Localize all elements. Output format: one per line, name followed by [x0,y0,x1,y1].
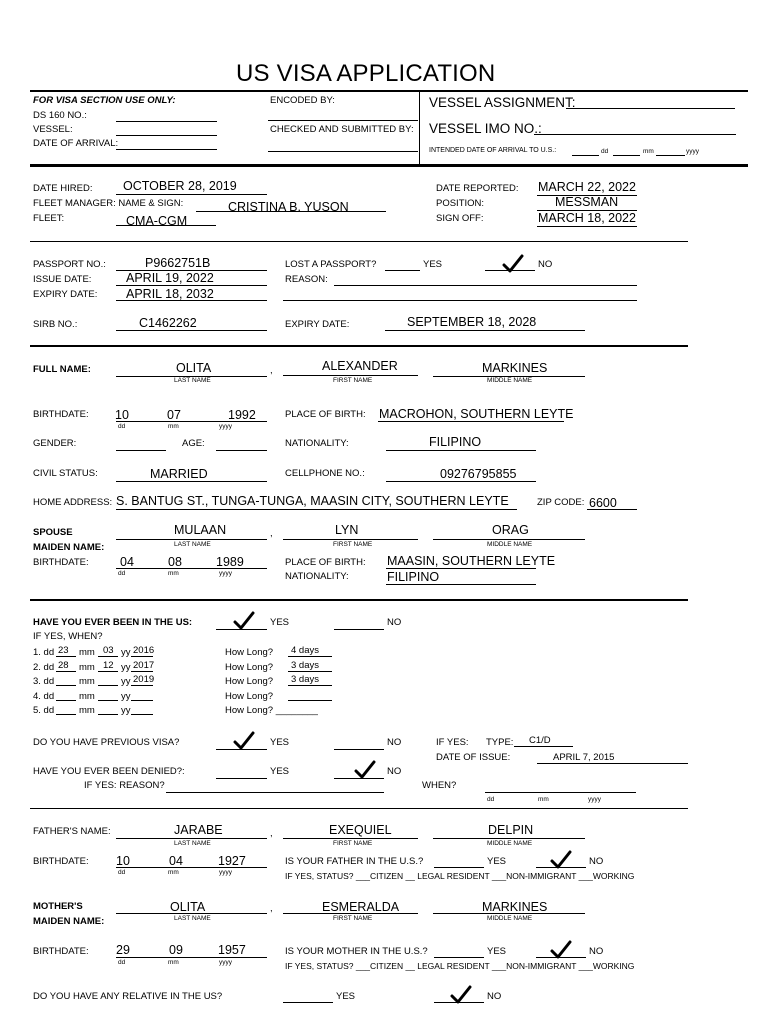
age-label: AGE: [182,438,205,449]
spouse-first-name-value: LYN [335,523,359,537]
gender-label: GENDER: [33,438,77,449]
mother-last-name-field[interactable] [116,913,267,914]
intended-mm-field[interactable] [613,155,640,156]
denied-reason-field[interactable] [166,792,384,793]
if-yes-label: IF YES: [436,737,469,748]
trip-mm-field[interactable] [98,714,118,715]
birth-dd-caption: dd [118,423,126,430]
mother-middle-name-value: MARKINES [482,900,548,914]
expiry-date-value: APRIL 18, 2032 [126,287,214,301]
mother-birthdate-label: BIRTHDATE: [33,946,89,957]
mother-in-us-yes-field[interactable] [434,957,484,958]
section-divider [30,241,688,242]
date-hired-value: OCTOBER 28, 2019 [123,179,237,193]
passport-no-value: P9662751B [145,256,211,270]
father-middle-name-value: DELPIN [488,823,534,837]
home-address-label: HOME ADDRESS: [33,497,113,508]
visa-type-field[interactable] [514,746,573,747]
mother-no-label: NO [589,946,604,957]
birthdate-field[interactable] [116,421,267,422]
civil-status-field[interactable] [116,481,267,482]
lost-yes-field[interactable] [385,270,420,271]
when-yyyy-caption: yyyy [588,796,601,803]
fleet-value: CMA-CGM [126,214,188,228]
mother-label: MOTHER'S [33,901,83,912]
trip-mm-label: mm [79,705,95,716]
birth-yyyy-caption: yyyy [219,423,232,430]
trip-length-field[interactable] [288,685,332,686]
date-issue-field[interactable] [537,763,688,764]
date-hired-field[interactable] [116,194,267,195]
trip-yy-field[interactable] [131,714,153,715]
mother-middle-name-field[interactable] [433,913,585,914]
spouse-nationality-field[interactable] [386,584,536,585]
father-middle-caption: MIDDLE NAME [487,840,533,847]
trip-length-value: 4 days [291,645,319,656]
trip-yy-label: yy [121,676,131,687]
mother-yyyy-value: 1957 [218,943,246,957]
denied-label: HAVE YOU EVER BEEN DENIED?: [33,766,185,777]
middle-name-value: MARKINES [482,361,548,375]
prev-visa-no-label: NO [387,737,402,748]
first-name-caption: FIRST NAME [333,377,373,384]
checkmark-icon [354,761,376,779]
father-last-caption: LAST NAME [174,840,211,847]
name-comma: , [270,365,273,376]
spouse-first-caption: FIRST NAME [333,541,373,548]
prev-visa-yes-label: YES [270,737,290,748]
trip-number-label: 4. dd [33,691,55,702]
fleet-field[interactable] [116,225,216,226]
when-mm-caption: mm [538,796,549,803]
vessel-assignment-field[interactable] [566,108,735,109]
mother-first-caption: FIRST NAME [333,915,373,922]
denied-reason-label: IF YES: REASON? [84,780,165,791]
trip-how-long-label: How Long? [225,691,274,702]
date-issue-label: DATE OF ISSUE: [436,752,511,763]
spouse-nationality-label: NATIONALITY: [285,571,349,582]
been-no-label: NO [387,617,402,628]
zip-field[interactable] [587,509,637,510]
nationality-field[interactable] [386,450,536,451]
date-reported-value: MARCH 22, 2022 [538,180,636,194]
birth-dd-value: 10 [115,408,129,422]
cellphone-field[interactable] [386,481,536,482]
sign-off-value: MARCH 18, 2022 [538,211,636,225]
reason-field[interactable] [334,285,637,286]
intended-date-label: INTENDED DATE OF ARRIVAL TO U.S.: [429,147,557,154]
intended-yyyy-field[interactable] [656,155,685,156]
spouse-pob-value: MAASIN, SOUTHERN LEYTE [387,554,556,568]
trip-yy-field[interactable] [131,700,153,701]
father-first-name-field[interactable] [283,838,418,839]
trip-mm-label: mm [79,691,95,702]
trip-dd-value: 23 [58,645,69,656]
checkmark-icon [502,255,524,273]
trip-yy-value: 2017 [133,660,155,671]
ds160-field[interactable] [116,121,217,122]
spouse-last-name-field[interactable] [116,539,267,540]
father-dd-value: 10 [116,854,130,868]
birth-mm-caption: mm [168,423,179,430]
spouse-pob-field[interactable] [386,568,536,569]
been-no-field[interactable] [334,629,384,630]
middle-name-caption: MIDDLE NAME [487,377,533,384]
fleet-manager-value: CRISTINA B. YUSON [228,200,349,214]
lost-no-label: NO [538,259,553,270]
trip-length-value: 3 days [291,660,319,671]
nationality-label: NATIONALITY: [285,438,349,449]
checkmark-icon [233,732,255,750]
visa-type-label: TYPE: [486,737,514,748]
relative-yes-field[interactable] [283,1002,333,1003]
date-issue-value: APRIL 7, 2015 [553,752,615,763]
mother-mm-caption: mm [168,959,179,966]
mother-dd-value: 29 [116,943,130,957]
relative-label: DO YOU HAVE ANY RELATIVE IN THE US? [33,991,223,1002]
mother-middle-caption: MIDDLE NAME [487,915,533,922]
father-last-name-value: JARABE [174,823,223,837]
passport-no-label: PASSPORT NO.: [33,259,106,270]
spouse-nationality-value: FILIPINO [387,570,440,584]
visa-type-value: C1/D [529,735,551,746]
trip-how-long-label: How Long? [225,662,274,673]
if-yes-when-label: IF YES, WHEN? [33,631,103,642]
checkmark-icon [550,851,572,869]
last-name-value: OLITA [176,361,212,375]
spouse-middle-caption: MIDDLE NAME [487,541,533,548]
box-bottom-border [30,164,748,167]
home-address-value: S. BANTUG ST., TUNGA-TUNGA, MAASIN CITY, SOUTHERN LEYTE [116,494,509,508]
sirb-expiry-value: SEPTEMBER 18, 2028 [407,315,537,329]
zip-label: ZIP CODE: [537,497,585,508]
zip-value: 6600 [589,496,617,510]
sign-off-label: SIGN OFF: [436,213,484,224]
age-field[interactable] [216,450,267,451]
mother-birthdate-field[interactable] [116,957,267,958]
home-address-field[interactable] [116,509,517,510]
been-in-us-label: HAVE YOU EVER BEEN IN THE US: [33,617,193,628]
trip-yy-value: 2016 [133,645,155,656]
father-name-label: FATHER'S NAME: [33,826,111,837]
trip-length-field[interactable] [288,671,332,672]
spouse-last-caption: LAST NAME [174,541,211,548]
visa-section-header: FOR VISA SECTION USE ONLY: [33,95,176,106]
denied-when-label: WHEN? [422,780,457,791]
fleet-label: FLEET: [33,213,65,224]
first-name-value: ALEXANDER [322,359,398,373]
trip-dd-field[interactable] [56,671,76,672]
birthdate-label: BIRTHDATE: [33,409,89,420]
trip-dd-field[interactable] [56,714,76,715]
box-divider [419,90,420,164]
father-no-label: NO [589,856,604,867]
mother-first-name-field[interactable] [283,913,418,914]
reason-field-2[interactable] [283,300,637,301]
mother-last-name-value: OLITA [170,900,206,914]
father-comma: , [270,828,273,839]
lost-passport-label: LOST A PASSPORT? [285,259,377,270]
trip-how-long-label: How Long? [225,676,274,687]
when-dd-caption: dd [487,796,495,803]
mother-mm-value: 09 [169,943,183,957]
mother-yyyy-caption: yyyy [219,959,232,966]
denied-yes-field[interactable] [216,778,267,779]
trip-yy-label: yy [121,691,131,702]
spouse-comma: , [270,528,273,539]
spouse-mm-caption: mm [168,570,179,577]
trip-how-long-label: How Long? ________ [225,705,318,716]
trip-yy-field[interactable] [131,671,153,672]
vessel-field[interactable] [116,135,217,136]
gender-field[interactable] [116,450,166,451]
vessel-imo-field[interactable] [534,134,736,135]
sirb-field[interactable] [116,330,267,331]
date-reported-label: DATE REPORTED: [436,183,519,194]
spouse-yyyy-caption: yyyy [219,570,232,577]
father-first-name-value: EXEQUIEL [329,823,392,837]
mother-first-name-value: ESMERALDA [322,900,400,914]
birth-mm-value: 07 [167,408,181,422]
cellphone-value: 09276795855 [440,467,517,481]
mother-dd-caption: dd [118,959,126,966]
trip-mm-field[interactable] [98,656,118,657]
date-hired-label: DATE HIRED: [33,183,93,194]
date-arrival-field[interactable] [116,149,217,150]
spouse-middle-name-value: ORAG [492,523,529,537]
encoded-by-label: ENCODED BY: [270,95,335,106]
father-yyyy-value: 1927 [218,854,246,868]
spouse-dd-value: 04 [120,555,134,569]
denied-no-label: NO [387,766,402,777]
trip-yy-field[interactable] [131,685,153,686]
mother-last-caption: LAST NAME [174,915,211,922]
trip-dd-field[interactable] [56,700,76,701]
full-name-label: FULL NAME: [33,364,91,375]
sign-off-field[interactable] [537,226,637,227]
intended-yyyy-caption: yyyy [686,148,699,155]
trip-number-label: 3. dd [33,676,55,687]
lost-yes-label: YES [423,259,443,270]
intended-dd-caption: dd [601,148,609,155]
date-arrival-label: DATE OF ARRIVAL: [33,138,119,149]
place-of-birth-label: PLACE OF BIRTH: [285,409,366,420]
sirb-expiry-label: EXPIRY DATE: [285,319,350,330]
spouse-yyyy-value: 1989 [216,555,244,569]
trip-mm-value: 12 [103,660,114,671]
spouse-label: SPOUSE [33,527,73,538]
trip-mm-field[interactable] [98,700,118,701]
ds160-label: DS 160 NO.: [33,110,87,121]
denied-when-field[interactable] [485,792,636,793]
trip-dd-field[interactable] [56,685,76,686]
fleet-manager-label: FLEET MANAGER: NAME & SIGN: [33,198,184,209]
reason-label: REASON: [285,274,328,285]
page-title: US VISA APPLICATION [236,60,496,87]
prev-visa-no-field[interactable] [334,749,384,750]
trip-dd-field[interactable] [56,656,76,657]
father-first-caption: FIRST NAME [333,840,373,847]
fleet-manager-field[interactable] [196,211,386,212]
issue-date-value: APRIL 19, 2022 [126,271,214,285]
trip-length-field[interactable] [288,656,332,657]
trip-mm-field[interactable] [98,685,118,686]
spouse-mm-value: 08 [168,555,182,569]
father-birthdate-label: BIRTHDATE: [33,856,89,867]
denied-yes-label: YES [270,766,290,777]
section-divider [30,345,688,347]
trip-number-label: 2. dd [33,662,55,673]
place-of-birth-field[interactable] [378,421,564,422]
trip-mm-label: mm [79,647,95,658]
trip-yy-label: yy [121,647,131,658]
expiry-date-field[interactable] [116,300,267,301]
trip-mm-value: 03 [103,645,114,656]
trip-yy-label: yy [121,705,131,716]
position-label: POSITION: [436,198,485,209]
checkmark-icon [450,986,472,1004]
father-in-us-yes-field[interactable] [434,867,484,868]
relative-no-label: NO [487,991,502,1002]
trip-mm-label: mm [79,676,95,687]
mother-maiden-label: MAIDEN NAME: [33,916,105,927]
trip-mm-field[interactable] [98,671,118,672]
father-last-name-field[interactable] [116,838,267,839]
father-middle-name-field[interactable] [433,838,585,839]
trip-how-long-label: How Long? [225,647,274,658]
civil-status-label: CIVIL STATUS: [33,468,98,479]
spouse-birthdate-label: BIRTHDATE: [33,557,89,568]
trip-yy-field[interactable] [131,656,153,657]
father-yes-label: YES [487,856,507,867]
place-of-birth-value: MACROHON, SOUTHERN LEYTE [379,407,574,421]
trip-yy-value: 2019 [133,674,155,685]
intended-dd-field[interactable] [572,155,599,156]
relative-yes-label: YES [336,991,356,1002]
intended-mm-caption: mm [643,148,654,155]
spouse-maiden-label: MAIDEN NAME: [33,542,105,553]
checkmark-icon [233,612,255,630]
checked-submitted-field[interactable] [268,151,418,152]
spouse-pob-label: PLACE OF BIRTH: [285,557,366,568]
mother-yes-label: YES [487,946,507,957]
trip-number-label: 1. dd [33,647,55,658]
vessel-assignment-label: VESSEL ASSIGNMENT: [429,95,576,110]
trip-mm-label: mm [79,662,95,673]
trip-yy-label: yy [121,662,131,673]
cellphone-label: CELLPHONE NO.: [285,468,365,479]
prev-visa-label: DO YOU HAVE PREVIOUS VISA? [33,737,180,748]
position-value: MESSMAN [555,195,619,209]
trip-length-field[interactable] [288,700,332,701]
spouse-last-name-value: MULAAN [174,523,227,537]
sirb-value: C1462262 [139,316,197,330]
mother-in-us-label: IS YOUR MOTHER IN THE U.S.? [285,946,428,957]
sirb-label: SIRB NO.: [33,319,78,330]
father-status-line: IF YES, STATUS? ___CITIZEN __ LEGAL RESIDENT ___NON-IMMIGRANT ___WORKING [285,871,635,881]
expiry-date-label: EXPIRY DATE: [33,289,98,300]
father-dd-caption: dd [118,869,126,876]
birth-yyyy-value: 1992 [228,408,256,422]
spouse-dd-caption: dd [118,570,126,577]
spouse-middle-name-field[interactable] [433,539,585,540]
father-yyyy-caption: yyyy [219,869,232,876]
first-name-field[interactable] [283,375,418,376]
been-yes-label: YES [270,617,290,628]
section-divider [30,599,688,601]
mother-status-line: IF YES, STATUS? ___CITIZEN __ LEGAL RESIDENT ___NON-IMMIGRANT ___WORKING [285,961,635,971]
last-name-caption: LAST NAME [174,377,211,384]
top-border [30,90,748,92]
issue-date-field[interactable] [116,285,267,286]
encoded-by-field[interactable] [268,120,418,121]
father-in-us-label: IS YOUR FATHER IN THE U.S.? [285,856,424,867]
nationality-value: FILIPINO [429,435,482,449]
father-birthdate-field[interactable] [116,867,267,868]
civil-status-value: MARRIED [150,467,208,481]
father-mm-caption: mm [168,869,179,876]
checkmark-icon [550,941,572,959]
issue-date-label: ISSUE DATE: [33,274,92,285]
vessel-label: VESSEL: [33,124,73,135]
spouse-birthdate-field[interactable] [116,568,267,569]
trip-length-value: 3 days [291,674,319,685]
vessel-imo-label: VESSEL IMO NO.: [429,121,542,136]
checked-submitted-label: CHECKED AND SUBMITTED BY: [270,124,414,135]
spouse-first-name-field[interactable] [283,539,418,540]
trip-dd-value: 28 [58,660,69,671]
mother-comma: , [270,903,273,914]
father-mm-value: 04 [169,854,183,868]
sirb-expiry-field[interactable] [385,330,585,331]
trip-number-label: 5. dd [33,705,55,716]
section-divider [30,808,688,809]
